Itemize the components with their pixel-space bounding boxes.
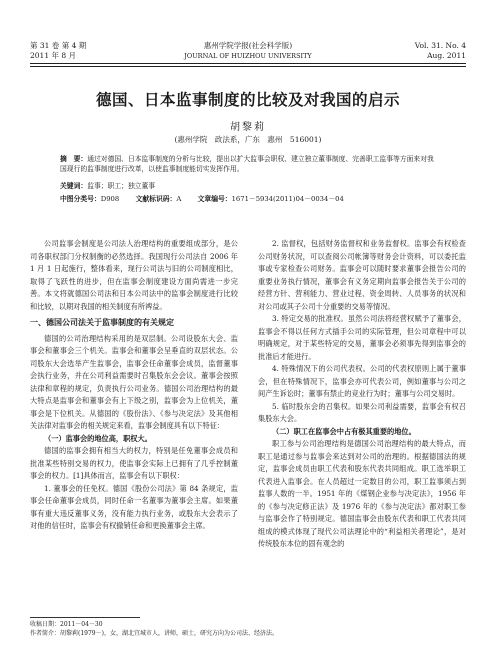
- footnote-rule: [30, 617, 140, 618]
- abstract-label: 摘 要：: [60, 155, 88, 163]
- representation-paragraph: 4. 特殊情况下的公司代表权。公司的代表权原则上属于董事会，但在特殊情况下，监事会亦可代表公司，例如董事与公司之间产生诉讼时；董事有禁止的竞业行为时；董事与公司交易时。: [258, 364, 466, 398]
- article-no-value: 1671－5934(2011)04－0034－04: [231, 195, 344, 203]
- header-journal-en: JOURNAL OF HUIZHOU UNIVERSITY: [184, 52, 312, 60]
- clc-label: 中图分类号：: [60, 195, 101, 203]
- article-title: 德国、日本监事制度的比较及对我国的启示: [95, 91, 400, 109]
- convening-paragraph: 5. 临时股东会的召集权。如果公司利益需要，监事会有权召集股东大会。: [258, 401, 466, 423]
- keywords: [60, 181, 440, 191]
- article-author: 胡黎莉: [230, 122, 266, 133]
- received-date: 收稿日期：2011－04－30: [30, 621, 103, 628]
- doc-code-label: 文献标识码：: [135, 195, 177, 203]
- approval-paragraph: 3. 特定交易的批准权。虽然公司法将经营权赋予了董事会，监事会不得以任何方式插手公司的实际管理，但公司章程中可以明确规定，对于某些特定的交易，董事会必须事先得到监事会的批准后才能进行。: [258, 314, 466, 361]
- abstract: [60, 154, 440, 174]
- right-column: [258, 238, 466, 551]
- header-date-en: Aug. 2011: [427, 51, 466, 60]
- supervision-paragraph: 2. 监督权，包括财务监督权和业务监督权。监事会有权检查公司财务状况，可以查阅公司帐簿等财务会计资料，可以委托监事或专家检查公司财务。监事会可以随时要求董事会报告公司的重要业务执行情况，董事会有义务定期向监事会报告关于公司的经营方针、营利能力、营业过程、资金周转、人员事务的状况和对公司或其子公司十分重要的交易等情况。: [258, 239, 466, 311]
- clc-value: D908: [100, 195, 120, 203]
- article-affiliation: (惠州学院 政法系，广东 惠州 516001): [174, 135, 322, 144]
- power-paragraph: 德国的监事会拥有相当大的权力，特别是任免董事会成员和批准某些特别交易的权力，使监事会实际上已拥有了几乎控制董事会的权力。[1]具体而言，监事会有以下职权：: [30, 446, 238, 480]
- germany-structure-paragraph: 德国的公司治理结构采用的是双层制。公司设股东大会、监事会和董事会三个机关。监事会和董事会呈垂直的双层状态。公司股东大会选举产生监事会，监事会任命董事会成员，监督董事会执行业务，并在公司利益需要时召集股东会会议。董事会按照法律和章程的规定，负责执行公司业务。德国公司治理结构的最大特点是监事会和董事会有上下级之别，监事会为上位机关，董事会是下位机关。从德国的《股份法》、《参与决定法》及其他相关法律对监事会的相关规定来看，监事会制度具有以下特征：: [30, 333, 238, 430]
- doc-code-value: A: [176, 195, 182, 203]
- header-rule-bottom: [30, 66, 466, 67]
- left-column: [30, 238, 238, 533]
- author-bio: 作者简介：胡黎莉(1979－)，女，湖北宜城市人，讲师，硕士，研究方向为公司法、经济法。: [30, 630, 278, 637]
- employees-paragraph: 职工参与公司治理结构是德国公司治理结构的最大特点，而职工是通过参与监事会来达到对公司的治理的。根据德国法的规定，监事会成员由职工代表和股东代表共同组成。职工选举职工代表进入监事会。在人员超过一定数目的公司，职工监事须占到监事人数的一半。1951 年的《煤钢企业参与决定法》，1956 年的《参与决定修正法》及 1976 年的《参与决定法》都对职工参与监事会作了特别规定。德国监事会由股东代表和职工代表共同组成的模式体现了现代公司法理论中的“利益相关者理论”，是对传统股东本位的固有观念的: [258, 439, 466, 548]
- keywords-text: 监事；职工；独立董事: [87, 182, 156, 190]
- header-rule-top: [30, 63, 466, 64]
- intro-paragraph: 公司监事会制度是公司法人治理结构的重要组成部分，是公司各职权部门分权制衡的必然选择。我国现行公司法自 2006 年 1 月 1 日起施行，整体看来，现行公司法与旧的公司制度相比，取得了飞跃性的进步，但在监事会制度建设方面尚需进一步完善。本文将就德国公司法和日本公司法中的监事会制度进行比较和比较，以期对我国的相关制度有所裨益。: [30, 239, 238, 311]
- keywords-label: 关键词：: [60, 182, 88, 190]
- subheading-employees: （二）职工在监事会中占有极其重要的地位。: [272, 426, 416, 436]
- appointment-paragraph: 1. 董事会的任免权。德国《股份公司法》第 84 条规定，监事会任命董事会成员，同时任命一名董事为董事会主席。如果董事有重大违反董事义务，没有能力执行业务，或股东大会表示了对他的信任时，监事会有权撤销任命和更换董事会主席。: [30, 483, 238, 530]
- article-no-label: 文章编号：: [197, 195, 232, 203]
- subheading-status-power: （一）监事会的地位高，职权大。: [44, 433, 152, 443]
- section-heading-germany: 一、德国公司法关于监事制度的有关规定: [30, 318, 174, 327]
- header-volume-en: Vol. 31. No. 4: [414, 41, 466, 50]
- header-volume-cn: 第 31 卷 第 4 期: [30, 41, 87, 50]
- abstract-text: 通过对德国、日本监事制度的分析与比较，提出以扩大监事会职权、建立独立董事制度、完善职工监事等方面来对我国现行的监事制度进行改革，以使监事制度能切实发挥作用。: [60, 155, 434, 173]
- header-date-cn: 2011 年 8 月: [30, 51, 77, 60]
- classification-line: [60, 194, 440, 204]
- header-journal-cn: 惠州学院学报(社会科学版): [203, 41, 293, 50]
- footnote: [30, 620, 330, 638]
